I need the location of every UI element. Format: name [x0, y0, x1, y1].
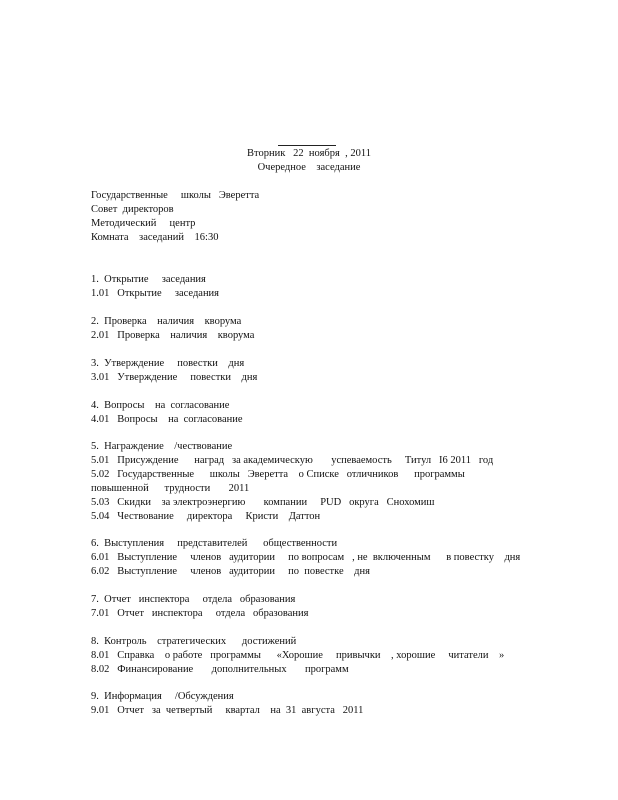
- agenda-item: 8.02 Финансирование дополнительных программ: [91, 664, 349, 675]
- agenda-item-continuation: повышенной трудности 2011: [91, 483, 250, 494]
- agenda-section-title: 8. Контроль стратегических достижений: [91, 636, 297, 647]
- agenda-item: 5.03 Скидки за электроэнергию компании PUD округа Снохомиш: [91, 497, 435, 508]
- signature-underline: [278, 145, 336, 146]
- agenda-section-title: 5. Награждение /чествование: [91, 441, 233, 452]
- agenda-item: 9.01 Отчет за четвертый квартал на 31 августа 2011: [91, 705, 364, 716]
- location-name: Методический центр: [91, 218, 196, 229]
- agenda-section-title: 1. Открытие заседания: [91, 274, 206, 285]
- meeting-type: Очередное заседание: [257, 162, 361, 173]
- agenda-item: 7.01 Отчет инспектора отдела образования: [91, 608, 309, 619]
- meeting-date: Вторник 22 ноября , 2011: [247, 148, 371, 159]
- agenda-item: 3.01 Утверждение повестки дня: [91, 372, 258, 383]
- agenda-item: 1.01 Открытие заседания: [91, 288, 220, 299]
- board-name: Совет директоров: [91, 204, 174, 215]
- agenda-item: 6.02 Выступление членов аудитории по повестке дня: [91, 566, 370, 577]
- agenda-item: 5.02 Государственные школы Эверетта о Списке отличников программы: [91, 469, 465, 480]
- room-time: Комната заседаний 16:30: [91, 232, 219, 243]
- agenda-section-title: 9. Информация /Обсуждения: [91, 691, 234, 702]
- organization-name: Государственные школы Эверетта: [91, 190, 260, 201]
- agenda-item: 8.01 Справка о работе программы «Хорошие привычки , хорошие читатели »: [91, 650, 505, 661]
- agenda-section-title: 6. Выступления представителей общественности: [91, 538, 338, 549]
- agenda-item: 4.01 Вопросы на согласование: [91, 414, 243, 425]
- agenda-section-title: 2. Проверка наличия кворума: [91, 316, 242, 327]
- agenda-item: 5.01 Присуждение наград за академическую успеваемость Титул I6 2011 год: [91, 455, 494, 466]
- agenda-item: 6.01 Выступление членов аудитории по вопросам , не включенным в повестку дня: [91, 552, 521, 563]
- agenda-item: 5.04 Чествование директора Кристи Даттон: [91, 511, 321, 522]
- agenda-section-title: 4. Вопросы на согласование: [91, 400, 230, 411]
- agenda-section-title: 3. Утверждение повестки дня: [91, 358, 245, 369]
- agenda-item: 2.01 Проверка наличия кворума: [91, 330, 255, 341]
- agenda-section-title: 7. Отчет инспектора отдела образования: [91, 594, 296, 605]
